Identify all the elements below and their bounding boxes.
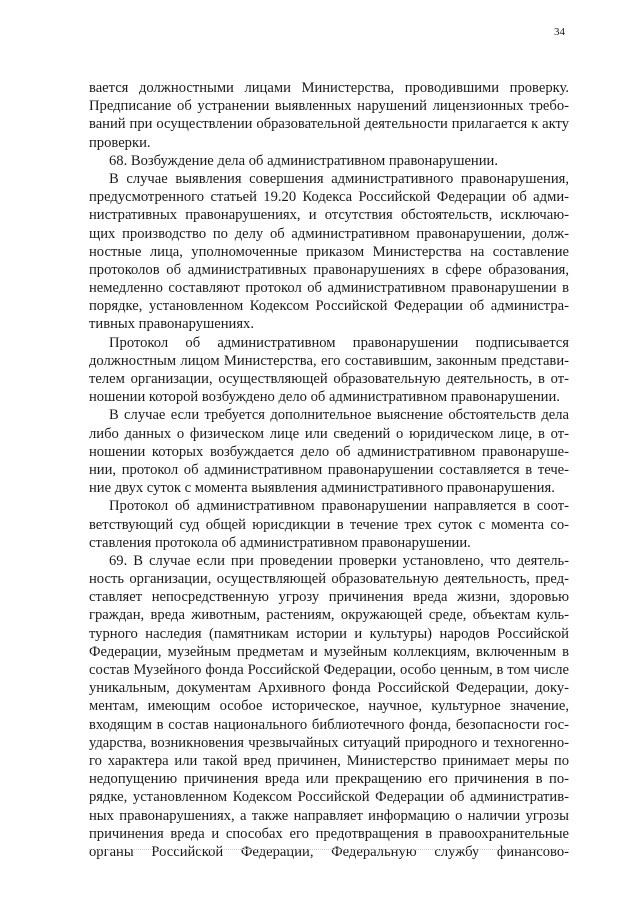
- document-body: [89, 79, 569, 861]
- paragraph: [89, 79, 569, 152]
- paragraph: [89, 406, 569, 497]
- text-line: ставляет непосредственную угрозу причинения вреда жизни, здоровью: [89, 589, 569, 606]
- text-line: проверки.: [89, 134, 151, 151]
- text-line: недопущению причинения вреда или прекращению его причинения в по-: [89, 771, 569, 788]
- text-line: 68. Возбуждение дела об административном правонарушении.: [109, 152, 499, 169]
- text-line: ных правонарушениях, а также направляет информацию о наличии угрозы: [89, 807, 569, 824]
- text-line: ность организации, осуществляющей образовательную деятельность, пред-: [89, 571, 569, 588]
- text-line: граждан, вреда животным, растениям, окружающей среде, объектам куль-: [89, 607, 569, 624]
- text-line: ношении которых возбуждается дело об административном правонаруше-: [89, 443, 569, 460]
- text-line: уникальным, документам Архивного фонда Российской Федерации, доку-: [89, 680, 569, 697]
- text-line: ставления протокола об административном правонарушении.: [89, 534, 471, 551]
- text-line: предусмотренного статьей 19.20 Кодекса Российской Федерации об адми-: [89, 189, 569, 206]
- text-line: рядке, установленном Кодексом Российской Федерации об административ-: [89, 789, 569, 806]
- text-line: Протокол об административном правонарушении направляется в соот-: [109, 498, 569, 515]
- paragraph: [89, 170, 569, 334]
- paragraph: [89, 152, 569, 170]
- text-line: ние двух суток с момента выявления административного правонарушения.: [89, 480, 555, 497]
- text-line: нии, протокол об административном правонарушении составляется в тече-: [89, 461, 569, 478]
- text-line: турного наследия (памятникам истории и культуры) народов Российской: [89, 625, 569, 642]
- text-line: тивных правонарушениях.: [89, 316, 254, 333]
- text-line: ветствующий суд общей юрисдикции в течение трех суток с момента со-: [89, 516, 569, 533]
- text-line: немедленно составляют протокол об административном правонарушении в: [89, 280, 569, 297]
- text-line: причинения вреда и способах его предотвращения в правоохранительные: [89, 825, 569, 842]
- text-line: ударства, возникновения чрезвычайных ситуаций природного и техногенно-: [89, 734, 569, 751]
- text-line: порядке, установленном Кодексом Российской Федерации об администра-: [89, 298, 569, 315]
- paragraph: [89, 552, 569, 861]
- text-line: нистративных правонарушениях, и отсутствия обстоятельств, исключаю-: [89, 207, 569, 224]
- text-line: ваний при осуществлении образовательной деятельности прилагается к акту: [89, 116, 569, 133]
- text-line: го характера или такой вред причинен, Министерство принимает меры по: [89, 752, 569, 769]
- text-line: протоколов об административных правонарушениях в сфере образования,: [89, 261, 569, 278]
- text-line: вается должностными лицами Министерства, проводившими проверку.: [89, 80, 569, 96]
- text-line: телем организации, осуществляющей образовательную деятельность, в от-: [89, 371, 569, 387]
- text-line: 69. В случае если при проведении проверки установлено, что деятель-: [109, 552, 569, 569]
- text-line: В случае если требуется дополнительное выяснение обстоятельств дела: [109, 407, 569, 424]
- text-line: входящим в состав национального библиотечного фонда, безопасности гос-: [89, 716, 569, 733]
- text-line: Предписание об устранении выявленных нарушений лицензионных требо-: [89, 98, 569, 115]
- paragraph: [89, 334, 569, 407]
- bottom-edge-artifact: [89, 849, 569, 850]
- text-line: щих производство по делу об административном правонарушении, долж-: [89, 225, 569, 242]
- text-line: В случае выявления совершения административного правонарушения,: [109, 170, 569, 187]
- text-line: Протокол об административном правонарушении подписывается: [109, 334, 569, 351]
- text-line: ношении которой возбуждено дело об административном правонарушении.: [89, 389, 560, 406]
- text-line: ностные лица, уполномоченные приказом Министерства на составление: [89, 243, 569, 260]
- text-line: либо данных о физическом лице или сведений о юридическом лице, в от-: [89, 425, 569, 442]
- text-line: органы Российской Федерации, Федеральную службу финансово-: [89, 843, 569, 860]
- text-line: должностным лицом Министерства, его составившим, законным представи-: [89, 352, 569, 369]
- text-line: состав Музейного фонда Российской Федерации, особо ценным, в том числе: [89, 662, 569, 678]
- text-line: Федерации, музейным предметам и музейным коллекциям, включенным в: [89, 643, 569, 660]
- text-line: ментам, имеющим особое историческое, научное, культурное значение,: [89, 698, 569, 715]
- paragraph: [89, 497, 569, 552]
- page-number: 34: [554, 26, 565, 38]
